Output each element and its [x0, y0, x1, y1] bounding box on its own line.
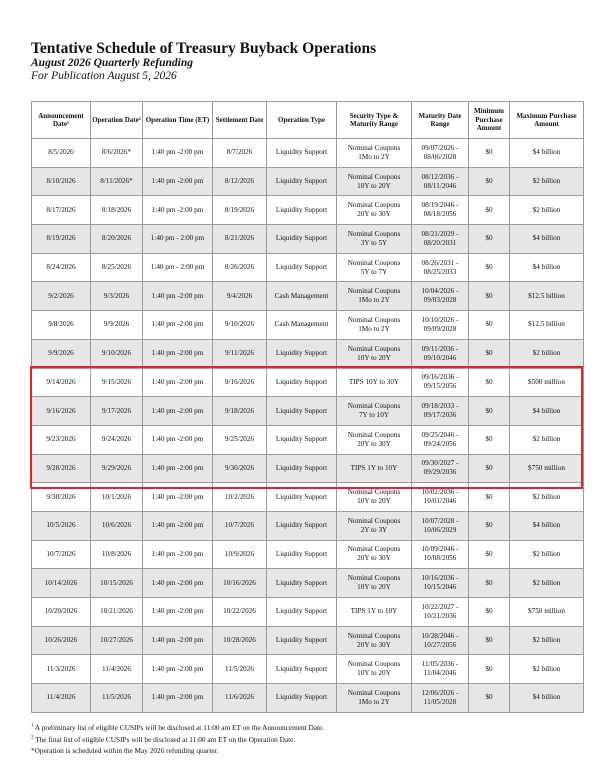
maximum-amount-cell: $2 billion: [510, 569, 584, 598]
minimum-amount-cell: $0: [469, 368, 510, 397]
page-title: Tentative Schedule of Treasury Buyback Operations: [31, 40, 377, 57]
operation-time-cell: 1:40 pm -2:00 pm: [143, 368, 213, 397]
settlement-date-cell: 10/2/2026: [213, 483, 267, 512]
operation-date-cell: 10/27/2026: [91, 626, 143, 655]
settlement-date-cell: 8/7/2026: [213, 139, 267, 168]
operation-type-cell: Liquidity Support: [267, 139, 337, 168]
document-header: [31, 40, 376, 83]
operation-date-cell: 10/8/2026: [91, 540, 143, 569]
operation-date-cell: 9/3/2026: [91, 282, 143, 311]
operation-date-cell: 9/9/2026: [91, 311, 143, 340]
operation-type-cell: Liquidity Support: [267, 253, 337, 282]
operation-date-cell: 10/1/2026: [91, 483, 143, 512]
operation-type-cell: Liquidity Support: [267, 626, 337, 655]
operation-date-cell: 9/29/2026: [91, 454, 143, 483]
minimum-amount-cell: $0: [469, 225, 510, 254]
settlement-date-cell: 9/16/2026: [213, 368, 267, 397]
table-row: [32, 511, 584, 540]
maturity-range-cell: 09/30/2027 - 09/29/2036: [412, 454, 469, 483]
announcement-date-cell: 9/14/2026: [32, 368, 91, 397]
minimum-amount-cell: $0: [469, 511, 510, 540]
maturity-range-cell: 08/12/2036 - 08/11/2046: [412, 167, 469, 196]
security-range-cell: Nominal Coupons 20Y to 30Y: [337, 425, 412, 454]
operation-type-cell: Liquidity Support: [267, 655, 337, 684]
maturity-range-cell: 09/18/2033 - 09/17/2036: [412, 397, 469, 426]
maximum-amount-cell: $4 billion: [510, 225, 584, 254]
security-range-cell: Nominal Coupons 10Y to 20Y: [337, 655, 412, 684]
operation-time-cell: 1:40 pm -2:00 pm: [143, 483, 213, 512]
settlement-date-cell: 9/25/2026: [213, 425, 267, 454]
minimum-amount-cell: $0: [469, 139, 510, 168]
announcement-date-cell: 10/14/2026: [32, 569, 91, 598]
table-row: [32, 655, 584, 684]
security-range-cell: Nominal Coupons 20Y to 30Y: [337, 626, 412, 655]
operation-type-cell: Liquidity Support: [267, 454, 337, 483]
announcement-date-cell: 8/10/2026: [32, 167, 91, 196]
operation-date-cell: 11/5/2026: [91, 684, 143, 713]
table-row: [32, 397, 584, 426]
maturity-range-cell: 08/26/2031 - 08/25/2033: [412, 253, 469, 282]
buyback-schedule-table: [31, 101, 584, 713]
table-row: [32, 196, 584, 225]
operation-date-cell: 8/18/2026: [91, 196, 143, 225]
operation-type-cell: Cash Management: [267, 311, 337, 340]
settlement-date-cell: 10/7/2026: [213, 511, 267, 540]
security-range-cell: Nominal Coupons 20Y to 30Y: [337, 196, 412, 225]
column-header: Security Type & Maturity Range: [337, 102, 412, 139]
announcement-date-cell: 10/26/2026: [32, 626, 91, 655]
footnote-text: *Operation is scheduled within the May 2026 refunding quarter.: [31, 746, 219, 755]
maturity-range-cell: 09/16/2036 - 09/15/2056: [412, 368, 469, 397]
maximum-amount-cell: $12.5 billion: [510, 311, 584, 340]
footnote-text: A preliminary list of eligible CUSIPs will be disclosed at 11:00 am ET on the Announcement Date.: [33, 723, 325, 732]
operation-time-cell: 1:40 pm -2:00 pm: [143, 196, 213, 225]
minimum-amount-cell: $0: [469, 540, 510, 569]
minimum-amount-cell: $0: [469, 454, 510, 483]
operation-type-cell: Liquidity Support: [267, 425, 337, 454]
operation-type-cell: Liquidity Support: [267, 684, 337, 713]
settlement-date-cell: 9/18/2026: [213, 397, 267, 426]
maximum-amount-cell: $12.5 billion: [510, 282, 584, 311]
announcement-date-cell: 10/20/2026: [32, 598, 91, 627]
settlement-date-cell: 11/5/2026: [213, 655, 267, 684]
operation-date-cell: 8/20/2026: [91, 225, 143, 254]
column-header: Operation Time (ET): [143, 102, 213, 139]
operation-date-cell: 9/15/2026: [91, 368, 143, 397]
footnote-marker: 1: [31, 723, 34, 729]
minimum-amount-cell: $0: [469, 598, 510, 627]
maturity-range-cell: 08/21/2029 - 08/20/2031: [412, 225, 469, 254]
operation-date-cell: 10/15/2026: [91, 569, 143, 598]
security-range-cell: Nominal Coupons 10Y to 20Y: [337, 339, 412, 368]
column-header: Announcement Date¹: [32, 102, 91, 139]
table-row: [32, 311, 584, 340]
footnote-1: [31, 722, 324, 734]
operation-date-cell: 9/24/2026: [91, 425, 143, 454]
announcement-date-cell: 9/23/2026: [32, 425, 91, 454]
minimum-amount-cell: $0: [469, 167, 510, 196]
announcement-date-cell: 11/3/2026: [32, 655, 91, 684]
maximum-amount-cell: $500 million: [510, 368, 584, 397]
operation-type-cell: Liquidity Support: [267, 196, 337, 225]
table-header-row: [32, 102, 584, 139]
maximum-amount-cell: $4 billion: [510, 511, 584, 540]
maturity-range-cell: 09/07/2026 - 08/06/2028: [412, 139, 469, 168]
operation-date-cell: 9/17/2026: [91, 397, 143, 426]
operation-time-cell: 1:40 pm -2:00 pm: [143, 282, 213, 311]
minimum-amount-cell: $0: [469, 655, 510, 684]
operation-time-cell: 1:40 pm -2:00 pm: [143, 598, 213, 627]
operation-type-cell: Liquidity Support: [267, 540, 337, 569]
footnote-2: [31, 734, 324, 746]
announcement-date-cell: 9/9/2026: [32, 339, 91, 368]
settlement-date-cell: 8/26/2026: [213, 253, 267, 282]
operation-time-cell: 1:40 pm -2:00 pm: [143, 139, 213, 168]
operation-type-cell: Liquidity Support: [267, 511, 337, 540]
minimum-amount-cell: $0: [469, 425, 510, 454]
settlement-date-cell: 9/4/2026: [213, 282, 267, 311]
operation-date-cell: 9/10/2026: [91, 339, 143, 368]
maximum-amount-cell: $2 billion: [510, 196, 584, 225]
settlement-date-cell: 9/11/2026: [213, 339, 267, 368]
security-range-cell: Nominal Coupons 1Mo to 2Y: [337, 139, 412, 168]
maturity-range-cell: 10/16/2036 - 10/15/2046: [412, 569, 469, 598]
table-row: [32, 339, 584, 368]
announcement-date-cell: 8/24/2026: [32, 253, 91, 282]
maximum-amount-cell: $4 billion: [510, 684, 584, 713]
announcement-date-cell: 9/8/2026: [32, 311, 91, 340]
settlement-date-cell: 9/10/2026: [213, 311, 267, 340]
security-range-cell: Nominal Coupons 2Y to 3Y: [337, 511, 412, 540]
security-range-cell: Nominal Coupons 10Y to 20Y: [337, 483, 412, 512]
operation-date-cell: 10/21/2026: [91, 598, 143, 627]
table-row: [32, 569, 584, 598]
maximum-amount-cell: $2 billion: [510, 339, 584, 368]
operation-time-cell: 1:40 pm -2:00 pm: [143, 655, 213, 684]
operation-time-cell: 1:40 pm - 2:00 pm: [143, 253, 213, 282]
maximum-amount-cell: $2 billion: [510, 425, 584, 454]
footnote-3: [31, 745, 324, 757]
maturity-range-cell: 10/28/2046 - 10/27/2056: [412, 626, 469, 655]
maturity-range-cell: 10/09/2046 - 10/08/2056: [412, 540, 469, 569]
column-header: Settlement Date: [213, 102, 267, 139]
operation-type-cell: Liquidity Support: [267, 569, 337, 598]
maximum-amount-cell: $2 billion: [510, 540, 584, 569]
column-header: Minimum Purchase Amount: [469, 102, 510, 139]
operation-type-cell: Liquidity Support: [267, 368, 337, 397]
maximum-amount-cell: $750 million: [510, 454, 584, 483]
minimum-amount-cell: $0: [469, 483, 510, 512]
operation-time-cell: 1:40 pm -2:00 pm: [143, 454, 213, 483]
operation-time-cell: 1:40 pm -2:00 pm: [143, 167, 213, 196]
operation-type-cell: Liquidity Support: [267, 483, 337, 512]
table-row: [32, 167, 584, 196]
table-row: [32, 368, 584, 397]
maturity-range-cell: 09/11/2036 - 09/10/2046: [412, 339, 469, 368]
security-range-cell: Nominal Coupons 3Y to 5Y: [337, 225, 412, 254]
security-range-cell: Nominal Coupons 7Y to 10Y: [337, 397, 412, 426]
table-body: [32, 139, 584, 713]
maximum-amount-cell: $750 million: [510, 598, 584, 627]
operation-time-cell: 1:40 pm -2:00 pm: [143, 397, 213, 426]
operation-date-cell: 8/25/2026: [91, 253, 143, 282]
settlement-date-cell: 10/16/2026: [213, 569, 267, 598]
column-header: Operation Date²: [91, 102, 143, 139]
security-range-cell: TIPS 10Y to 30Y: [337, 368, 412, 397]
column-header: Operation Type: [267, 102, 337, 139]
table-row: [32, 684, 584, 713]
security-range-cell: Nominal Coupons 1Mo to 2Y: [337, 311, 412, 340]
announcement-date-cell: 9/28/2026: [32, 454, 91, 483]
security-range-cell: Nominal Coupons 1Mo to 2Y: [337, 282, 412, 311]
operation-time-cell: 1:40 pm -2:00 pm: [143, 684, 213, 713]
maximum-amount-cell: $2 billion: [510, 626, 584, 655]
operation-date-cell: 8/6/2026*: [91, 139, 143, 168]
minimum-amount-cell: $0: [469, 397, 510, 426]
operation-time-cell: 1:40 pm -2:00 pm: [143, 626, 213, 655]
minimum-amount-cell: $0: [469, 311, 510, 340]
security-range-cell: Nominal Coupons 1Mo to 2Y: [337, 684, 412, 713]
security-range-cell: Nominal Coupons 10Y to 20Y: [337, 167, 412, 196]
security-range-cell: Nominal Coupons 5Y to 7Y: [337, 253, 412, 282]
maturity-range-cell: 10/22/2027 - 10/21/2036: [412, 598, 469, 627]
security-range-cell: Nominal Coupons 20Y to 30Y: [337, 540, 412, 569]
publication-date: For Publication August 5, 2026: [31, 70, 177, 82]
operation-time-cell: 1:40 pm - 2:00 pm: [143, 225, 213, 254]
minimum-amount-cell: $0: [469, 339, 510, 368]
maturity-range-cell: 10/10/2026 - 09/09/2028: [412, 311, 469, 340]
settlement-date-cell: 8/19/2026: [213, 196, 267, 225]
operation-type-cell: Liquidity Support: [267, 339, 337, 368]
settlement-date-cell: 10/28/2026: [213, 626, 267, 655]
minimum-amount-cell: $0: [469, 569, 510, 598]
settlement-date-cell: 8/12/2026: [213, 167, 267, 196]
security-range-cell: Nominal Coupons 10Y to 20Y: [337, 569, 412, 598]
operation-time-cell: 1:40 pm -2:00 pm: [143, 339, 213, 368]
announcement-date-cell: 8/19/2026: [32, 225, 91, 254]
maximum-amount-cell: $4 billion: [510, 253, 584, 282]
settlement-date-cell: 10/9/2026: [213, 540, 267, 569]
settlement-date-cell: 9/30/2026: [213, 454, 267, 483]
settlement-date-cell: 8/21/2026: [213, 225, 267, 254]
operation-time-cell: 1:40 pm -2:00 pm: [143, 311, 213, 340]
operation-date-cell: 10/6/2026: [91, 511, 143, 540]
operation-time-cell: 1:40 pm -2:00 pm: [143, 511, 213, 540]
footnotes: [31, 722, 324, 757]
maturity-range-cell: 10/07/2028 - 10/06/2029: [412, 511, 469, 540]
operation-date-cell: 8/11/2026*: [91, 167, 143, 196]
announcement-date-cell: 9/2/2026: [32, 282, 91, 311]
security-range-cell: TIPS 1Y to 10Y: [337, 598, 412, 627]
announcement-date-cell: 9/30/2026: [32, 483, 91, 512]
page-subtitle: August 2026 Quarterly Refunding: [31, 57, 193, 69]
table-row: [32, 454, 584, 483]
operation-date-cell: 11/4/2026: [91, 655, 143, 684]
minimum-amount-cell: $0: [469, 253, 510, 282]
footnote-marker: 2: [31, 735, 34, 741]
operation-type-cell: Cash Management: [267, 282, 337, 311]
maturity-range-cell: 10/02/2036 - 10/01/2046: [412, 483, 469, 512]
table-row: [32, 425, 584, 454]
announcement-date-cell: 9/16/2026: [32, 397, 91, 426]
maturity-range-cell: 12/06/2026 - 11/05/2028: [412, 684, 469, 713]
minimum-amount-cell: $0: [469, 626, 510, 655]
announcement-date-cell: 10/7/2026: [32, 540, 91, 569]
table-row: [32, 598, 584, 627]
column-header: Maximum Purchase Amount: [510, 102, 584, 139]
operation-time-cell: 1:40 pm -2:00 pm: [143, 540, 213, 569]
operation-type-cell: Liquidity Support: [267, 225, 337, 254]
maximum-amount-cell: $4 billion: [510, 139, 584, 168]
announcement-date-cell: 11/4/2026: [32, 684, 91, 713]
maturity-range-cell: 11/05/2036 - 11/04/2046: [412, 655, 469, 684]
settlement-date-cell: 10/22/2026: [213, 598, 267, 627]
maximum-amount-cell: $2 billion: [510, 483, 584, 512]
maximum-amount-cell: $2 billion: [510, 167, 584, 196]
settlement-date-cell: 11/6/2026: [213, 684, 267, 713]
announcement-date-cell: 10/5/2026: [32, 511, 91, 540]
table-row: [32, 540, 584, 569]
table-row: [32, 483, 584, 512]
security-range-cell: TIPS 1Y to 10Y: [337, 454, 412, 483]
column-header: Maturity Date Range: [412, 102, 469, 139]
footnote-text: The final list of eligible CUSIPs will be disclosed at 11:00 am ET on the Operation Date.: [33, 734, 296, 744]
maturity-range-cell: 10/04/2026 - 09/03/2028: [412, 282, 469, 311]
table-row: [32, 253, 584, 282]
operation-type-cell: Liquidity Support: [267, 397, 337, 426]
operation-type-cell: Liquidity Support: [267, 598, 337, 627]
table-row: [32, 225, 584, 254]
announcement-date-cell: 8/5/2026: [32, 139, 91, 168]
announcement-date-cell: 8/17/2026: [32, 196, 91, 225]
table-row: [32, 626, 584, 655]
table-row: [32, 139, 584, 168]
maturity-range-cell: 09/25/2046 - 09/24/2056: [412, 425, 469, 454]
operation-time-cell: 1:40 pm -2:00 pm: [143, 569, 213, 598]
minimum-amount-cell: $0: [469, 282, 510, 311]
minimum-amount-cell: $0: [469, 196, 510, 225]
operation-time-cell: 1:40 pm -2:00 pm: [143, 425, 213, 454]
operation-type-cell: Liquidity Support: [267, 167, 337, 196]
table-row: [32, 282, 584, 311]
maturity-range-cell: 08/19/2046 - 08/18/2056: [412, 196, 469, 225]
maximum-amount-cell: $2 billion: [510, 655, 584, 684]
maximum-amount-cell: $4 billion: [510, 397, 584, 426]
minimum-amount-cell: $0: [469, 684, 510, 713]
